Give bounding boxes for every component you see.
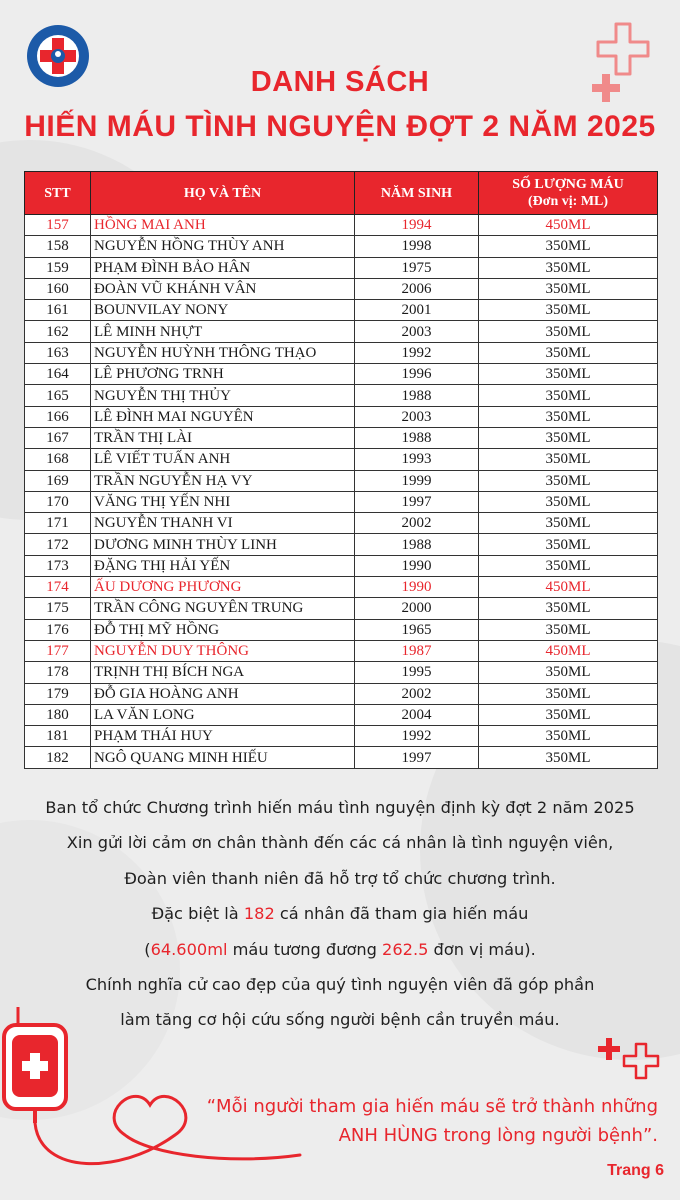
table-row — [25, 427, 658, 448]
table-row — [25, 449, 658, 470]
table-row — [25, 683, 658, 704]
cell-name: NGUYỄN DUY THÔNG — [91, 640, 355, 661]
cell-name: VĂNG THỊ YẾN NHI — [91, 491, 355, 512]
cell-blood-amount: 350ML — [479, 406, 658, 427]
cell-name: DƯƠNG MINH THÙY LINH — [91, 534, 355, 555]
cell-blood-amount: 350ML — [479, 683, 658, 704]
cell-stt: 159 — [25, 257, 91, 278]
table-row — [25, 364, 658, 385]
cell-birth-year: 1997 — [355, 491, 479, 512]
cell-stt: 179 — [25, 683, 91, 704]
quote-line: “Mỗi người tham gia hiến máu sẽ trở thành những — [206, 1096, 658, 1117]
cell-stt: 168 — [25, 449, 91, 470]
cell-blood-amount: 450ML — [479, 640, 658, 661]
cell-name: TRẦN NGUYỄN HẠ VY — [91, 470, 355, 491]
cell-birth-year: 2002 — [355, 683, 479, 704]
cell-birth-year: 1998 — [355, 236, 479, 257]
thank-you-message — [0, 790, 680, 1038]
cell-stt: 158 — [25, 236, 91, 257]
table-row — [25, 513, 658, 534]
thanks-text: máu tương đương — [227, 939, 383, 959]
cell-blood-amount: 350ML — [479, 747, 658, 768]
cell-stt: 162 — [25, 321, 91, 342]
cell-stt: 172 — [25, 534, 91, 555]
cell-name: ĐỖ THỊ MỸ HỒNG — [91, 619, 355, 640]
cell-birth-year: 2000 — [355, 598, 479, 619]
cell-birth-year: 1992 — [355, 726, 479, 747]
table-row — [25, 342, 658, 363]
cell-name: NGUYỄN HỒNG THÙY ANH — [91, 236, 355, 257]
cell-name: NGUYỄN THỊ THỦY — [91, 385, 355, 406]
cell-birth-year: 2003 — [355, 321, 479, 342]
header-amount-label: SỐ LƯỢNG MÁU — [512, 177, 624, 192]
table-row — [25, 300, 658, 321]
thanks-text: ( — [144, 939, 151, 959]
cell-birth-year: 1992 — [355, 342, 479, 363]
cell-blood-amount: 350ML — [479, 470, 658, 491]
cell-blood-amount: 450ML — [479, 215, 658, 236]
cell-name: ĐOÀN VŨ KHÁNH VÂN — [91, 278, 355, 299]
header-stt: STT — [25, 172, 91, 215]
cell-birth-year: 1988 — [355, 427, 479, 448]
cell-stt: 164 — [25, 364, 91, 385]
cell-stt: 157 — [25, 215, 91, 236]
cell-blood-amount: 350ML — [479, 704, 658, 725]
page-title: DANH SÁCH — [250, 66, 430, 98]
table-row — [25, 555, 658, 576]
thanks-line: làm tăng cơ hội cứu sống người bệnh cần truyền máu. — [120, 1010, 560, 1030]
table-row — [25, 747, 658, 768]
cell-name: TRẦN THỊ LÀI — [91, 427, 355, 448]
header-birth-year: NĂM SINH — [355, 172, 479, 215]
table-row — [25, 491, 658, 512]
cell-name: ẤU DƯƠNG PHƯƠNG — [91, 577, 355, 598]
thanks-text: đơn vị máu). — [428, 939, 536, 959]
thanks-line — [0, 896, 680, 931]
cell-stt: 180 — [25, 704, 91, 725]
blood-volume: 64.600ml — [150, 939, 228, 959]
cell-birth-year: 2004 — [355, 704, 479, 725]
cell-name: TRỊNH THỊ BÍCH NGA — [91, 662, 355, 683]
cell-name: NGUYỄN HUỲNH THÔNG THẠO — [91, 342, 355, 363]
quote-line: ANH HÙNG trong lòng người bệnh”. — [338, 1125, 658, 1146]
cell-stt: 171 — [25, 513, 91, 534]
cell-stt: 173 — [25, 555, 91, 576]
cell-name: HỒNG MAI ANH — [91, 215, 355, 236]
cell-birth-year: 1988 — [355, 385, 479, 406]
thanks-text: cá nhân đã tham gia hiến máu — [274, 904, 529, 924]
thanks-line: Ban tổ chức Chương trình hiến máu tình nguyện định kỳ đợt 2 năm 2025 — [45, 798, 635, 817]
cell-name: NGUYỄN THANH VI — [91, 513, 355, 534]
page-subtitle: HIẾN MÁU TÌNH NGUYỆN ĐỢT 2 NĂM 2025 — [24, 110, 656, 143]
table-row — [25, 236, 658, 257]
header-name: HỌ VÀ TÊN — [91, 172, 355, 215]
thanks-text: Đặc biệt là — [151, 904, 244, 924]
cell-birth-year: 1990 — [355, 577, 479, 598]
cell-stt: 176 — [25, 619, 91, 640]
header-amount-unit: (Đơn vị: ML) — [527, 194, 609, 209]
cell-birth-year: 1988 — [355, 534, 479, 555]
cell-stt: 165 — [25, 385, 91, 406]
table-row — [25, 385, 658, 406]
cell-blood-amount: 450ML — [479, 577, 658, 598]
cell-stt: 181 — [25, 726, 91, 747]
table-header-row — [25, 172, 658, 215]
header-blood-amount — [479, 172, 658, 215]
donor-table-body — [25, 215, 658, 769]
cell-birth-year: 2002 — [355, 513, 479, 534]
table-row — [25, 215, 658, 236]
cell-name: LÊ MINH NHỰT — [91, 321, 355, 342]
table-row — [25, 470, 658, 491]
medical-cross-icon — [594, 1034, 670, 1090]
cell-blood-amount: 350ML — [479, 598, 658, 619]
cell-birth-year: 2003 — [355, 406, 479, 427]
cell-birth-year: 2001 — [355, 300, 479, 321]
cell-blood-amount: 350ML — [479, 364, 658, 385]
cell-blood-amount: 350ML — [479, 321, 658, 342]
closing-quote — [207, 1092, 658, 1150]
cell-blood-amount: 350ML — [479, 385, 658, 406]
table-row — [25, 321, 658, 342]
cell-blood-amount: 350ML — [479, 491, 658, 512]
cell-stt: 166 — [25, 406, 91, 427]
table-row — [25, 726, 658, 747]
cell-stt: 160 — [25, 278, 91, 299]
cell-name: PHẠM ĐÌNH BẢO HÂN — [91, 257, 355, 278]
cell-birth-year: 1994 — [355, 215, 479, 236]
thanks-line — [0, 932, 680, 967]
cell-name: LÊ VIẾT TUẤN ANH — [91, 449, 355, 470]
thanks-line: Xin gửi lời cảm ơn chân thành đến các cá nhân là tình nguyện viên, — [66, 833, 614, 853]
cell-stt: 178 — [25, 662, 91, 683]
cell-birth-year: 2006 — [355, 278, 479, 299]
thanks-line: Đoàn viên thanh niên đã hỗ trợ tổ chức chương trình. — [124, 868, 556, 888]
cell-name: BOUNVILAY NONY — [91, 300, 355, 321]
cell-name: LA VĂN LONG — [91, 704, 355, 725]
cell-birth-year: 1975 — [355, 257, 479, 278]
cell-name: NGÔ QUANG MINH HIẾU — [91, 747, 355, 768]
table-row — [25, 598, 658, 619]
cell-stt: 175 — [25, 598, 91, 619]
table-row — [25, 662, 658, 683]
cell-blood-amount: 350ML — [479, 534, 658, 555]
cell-blood-amount: 350ML — [479, 427, 658, 448]
cell-blood-amount: 350ML — [479, 619, 658, 640]
cell-name: ĐỖ GIA HOÀNG ANH — [91, 683, 355, 704]
cell-stt: 163 — [25, 342, 91, 363]
cell-blood-amount: 350ML — [479, 300, 658, 321]
table-row — [25, 619, 658, 640]
cell-stt: 161 — [25, 300, 91, 321]
cell-name: LÊ PHƯƠNG TRNH — [91, 364, 355, 385]
table-row — [25, 406, 658, 427]
cell-blood-amount: 350ML — [479, 236, 658, 257]
cell-birth-year: 1996 — [355, 364, 479, 385]
cell-birth-year: 1993 — [355, 449, 479, 470]
table-row — [25, 534, 658, 555]
cell-birth-year: 1990 — [355, 555, 479, 576]
table-row — [25, 257, 658, 278]
cell-blood-amount: 350ML — [479, 342, 658, 363]
cell-blood-amount: 350ML — [479, 278, 658, 299]
table-row — [25, 577, 658, 598]
page-number: Trang 6 — [607, 1162, 664, 1179]
blood-units: 262.5 — [382, 939, 429, 959]
table-row — [25, 704, 658, 725]
thanks-line: Chính nghĩa cử cao đẹp của quý tình nguyện viên đã góp phần — [85, 975, 595, 995]
cell-blood-amount: 350ML — [479, 449, 658, 470]
cell-blood-amount: 350ML — [479, 513, 658, 534]
cell-name: LÊ ĐÌNH MAI NGUYÊN — [91, 406, 355, 427]
cell-name: PHẠM THÁI HUY — [91, 726, 355, 747]
cell-birth-year: 1995 — [355, 662, 479, 683]
cell-birth-year: 1997 — [355, 747, 479, 768]
cell-stt: 182 — [25, 747, 91, 768]
cell-stt: 174 — [25, 577, 91, 598]
cell-stt: 177 — [25, 640, 91, 661]
donor-table — [24, 171, 658, 769]
cell-stt: 169 — [25, 470, 91, 491]
donor-count: 182 — [243, 904, 275, 924]
cell-blood-amount: 350ML — [479, 662, 658, 683]
cell-stt: 170 — [25, 491, 91, 512]
cell-birth-year: 1999 — [355, 470, 479, 491]
cell-blood-amount: 350ML — [479, 726, 658, 747]
table-row — [25, 640, 658, 661]
cell-stt: 167 — [25, 427, 91, 448]
cell-name: TRẦN CÔNG NGUYÊN TRUNG — [91, 598, 355, 619]
cell-name: ĐẶNG THỊ HẢI YẾN — [91, 555, 355, 576]
cell-blood-amount: 350ML — [479, 555, 658, 576]
cell-birth-year: 1965 — [355, 619, 479, 640]
table-row — [25, 278, 658, 299]
cell-blood-amount: 350ML — [479, 257, 658, 278]
cell-birth-year: 1987 — [355, 640, 479, 661]
